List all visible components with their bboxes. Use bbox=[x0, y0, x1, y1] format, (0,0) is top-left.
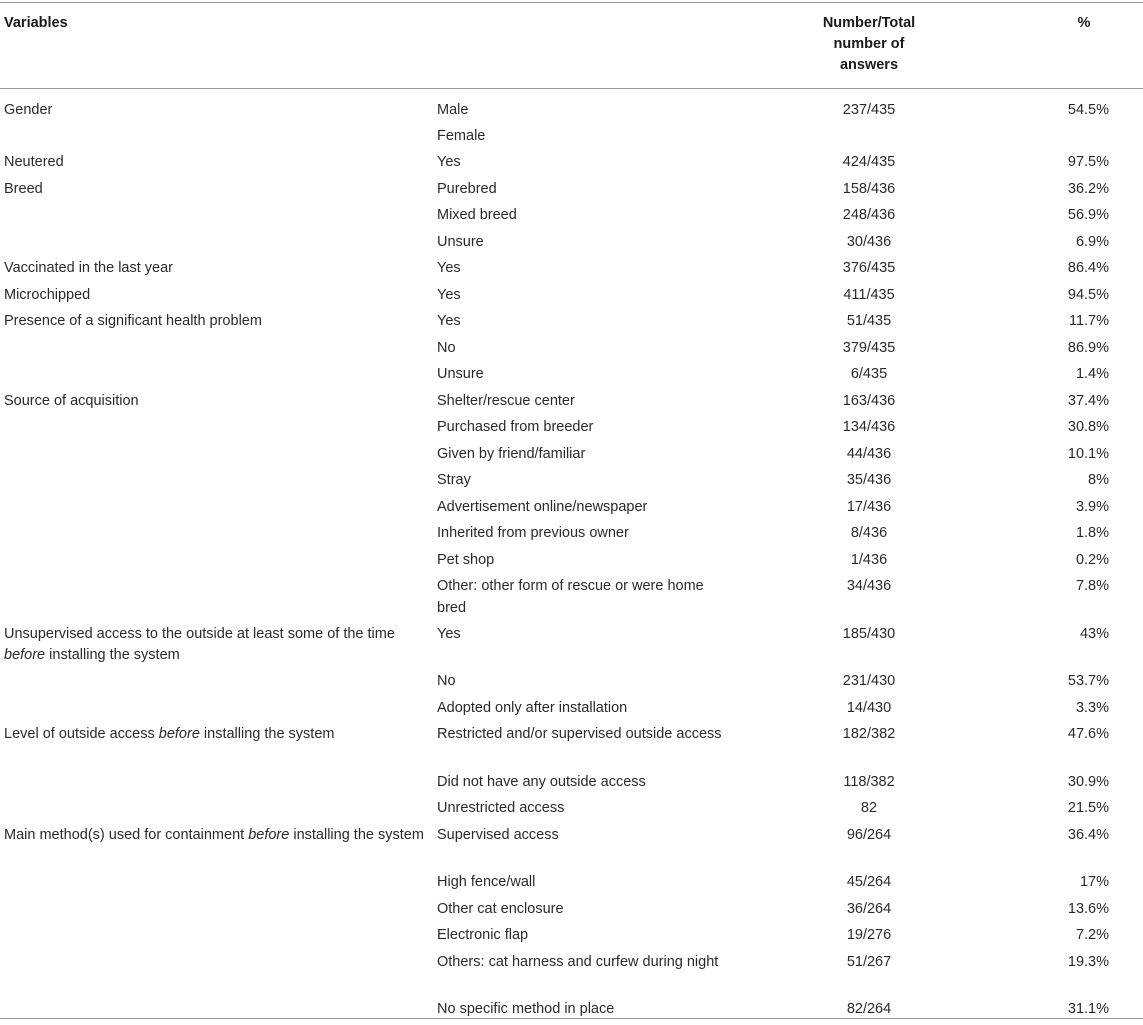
cell-category: Shelter/rescue center bbox=[433, 391, 733, 418]
cell-percent: 97.5% bbox=[1005, 152, 1143, 179]
cell-variable: Vaccinated in the last year bbox=[0, 258, 433, 285]
cell-variable bbox=[0, 899, 433, 926]
cell-percent: 43% bbox=[1005, 624, 1143, 672]
cell-percent: 1.4% bbox=[1005, 364, 1143, 391]
cell-percent: 86.4% bbox=[1005, 258, 1143, 285]
cell-category: Unrestricted access bbox=[433, 798, 733, 825]
table-row bbox=[0, 576, 1143, 624]
table-row bbox=[0, 671, 1143, 698]
cell-category: Inherited from previous owner bbox=[433, 523, 733, 550]
cell-percent: 17% bbox=[1005, 872, 1143, 899]
table-row bbox=[0, 179, 1143, 206]
cell-variable bbox=[0, 624, 433, 672]
cell-category: Pet shop bbox=[433, 550, 733, 577]
cell-category: Female bbox=[433, 126, 733, 153]
cell-category: Male bbox=[433, 89, 733, 126]
cell-variable bbox=[0, 698, 433, 725]
cell-number: 14/430 bbox=[733, 698, 1005, 725]
cell-category: Yes bbox=[433, 624, 733, 672]
variable-text: Main method(s) used for containment bbox=[4, 827, 248, 843]
cell-number: 51/267 bbox=[733, 952, 1005, 1000]
cell-variable bbox=[0, 724, 433, 772]
cell-variable bbox=[0, 925, 433, 952]
cell-category: Yes bbox=[433, 258, 733, 285]
table-row bbox=[0, 550, 1143, 577]
cell-number: 158/436 bbox=[733, 179, 1005, 206]
cell-number: 82/264 bbox=[733, 999, 1005, 1025]
table-row bbox=[0, 232, 1143, 259]
table-row bbox=[0, 772, 1143, 799]
variable-emphasis: before bbox=[159, 726, 200, 742]
variable-emphasis: before bbox=[248, 827, 289, 843]
cell-number: 118/382 bbox=[733, 772, 1005, 799]
cell-number: 231/430 bbox=[733, 671, 1005, 698]
table-row bbox=[0, 825, 1143, 873]
cell-variable: Presence of a significant health problem bbox=[0, 311, 433, 338]
cell-number: 182/382 bbox=[733, 724, 1005, 772]
cell-category: Adopted only after installation bbox=[433, 698, 733, 725]
header-percent-label: % bbox=[1005, 13, 1143, 34]
cell-number: 34/436 bbox=[733, 576, 1005, 624]
cell-category: Yes bbox=[433, 285, 733, 312]
table-row bbox=[0, 999, 1143, 1025]
cell-category: Unsure bbox=[433, 364, 733, 391]
variable-text: installing the system bbox=[200, 726, 335, 742]
cell-percent: 31.1% bbox=[1005, 999, 1143, 1025]
cell-variable: Gender bbox=[0, 89, 433, 126]
cell-category: No specific method in place bbox=[433, 999, 733, 1025]
cell-number bbox=[733, 126, 1005, 153]
cell-variable: Neutered bbox=[0, 152, 433, 179]
cell-category: Advertisement online/newspaper bbox=[433, 497, 733, 524]
cell-category: Given by friend/familiar bbox=[433, 444, 733, 471]
cell-category: Mixed breed bbox=[433, 205, 733, 232]
table-header-row bbox=[0, 3, 1143, 89]
cell-category: Yes bbox=[433, 152, 733, 179]
cell-number: 36/264 bbox=[733, 899, 1005, 926]
variable-emphasis: before bbox=[4, 647, 45, 663]
table-row bbox=[0, 925, 1143, 952]
variable-text: Unsupervised access to the outside at least some of the time bbox=[4, 626, 395, 642]
cell-percent: 21.5% bbox=[1005, 798, 1143, 825]
table-row bbox=[0, 798, 1143, 825]
cell-percent: 3.9% bbox=[1005, 497, 1143, 524]
cell-number: 6/435 bbox=[733, 364, 1005, 391]
table-row bbox=[0, 624, 1143, 672]
table-row bbox=[0, 285, 1143, 312]
table-row bbox=[0, 152, 1143, 179]
cell-variable bbox=[0, 671, 433, 698]
cell-number: 1/436 bbox=[733, 550, 1005, 577]
cell-variable bbox=[0, 999, 433, 1025]
table-row bbox=[0, 523, 1143, 550]
cell-number: 185/430 bbox=[733, 624, 1005, 672]
cell-percent: 8% bbox=[1005, 470, 1143, 497]
variable-text: installing the system bbox=[45, 647, 180, 663]
cell-percent: 19.3% bbox=[1005, 952, 1143, 1000]
table-row bbox=[0, 391, 1143, 418]
cell-percent: 0.2% bbox=[1005, 550, 1143, 577]
cell-variable bbox=[0, 444, 433, 471]
cell-category: Yes bbox=[433, 311, 733, 338]
cell-category: Other: other form of rescue or were home bred bbox=[433, 576, 733, 624]
table-row bbox=[0, 724, 1143, 772]
cell-category: Supervised access bbox=[433, 825, 733, 873]
cell-category: Restricted and/or supervised outside access bbox=[433, 724, 733, 772]
cell-variable: Microchipped bbox=[0, 285, 433, 312]
cell-percent: 30.8% bbox=[1005, 417, 1143, 444]
cell-percent: 6.9% bbox=[1005, 232, 1143, 259]
cell-category: Purebred bbox=[433, 179, 733, 206]
table-row bbox=[0, 417, 1143, 444]
cell-percent: 30.9% bbox=[1005, 772, 1143, 799]
cell-number: 134/436 bbox=[733, 417, 1005, 444]
cell-category: No bbox=[433, 671, 733, 698]
cell-percent: 53.7% bbox=[1005, 671, 1143, 698]
cell-percent: 56.9% bbox=[1005, 205, 1143, 232]
cell-variable: Breed bbox=[0, 179, 433, 206]
table-row bbox=[0, 311, 1143, 338]
header-category bbox=[433, 3, 733, 89]
cell-percent: 36.4% bbox=[1005, 825, 1143, 873]
cell-percent: 7.2% bbox=[1005, 925, 1143, 952]
cell-percent: 36.2% bbox=[1005, 179, 1143, 206]
cell-number: 248/436 bbox=[733, 205, 1005, 232]
cell-number: 17/436 bbox=[733, 497, 1005, 524]
cell-number: 424/435 bbox=[733, 152, 1005, 179]
cell-variable bbox=[0, 798, 433, 825]
cell-category: Unsure bbox=[433, 232, 733, 259]
cell-percent: 3.3% bbox=[1005, 698, 1143, 725]
cell-variable bbox=[0, 550, 433, 577]
cell-number: 8/436 bbox=[733, 523, 1005, 550]
cell-percent: 47.6% bbox=[1005, 724, 1143, 772]
cell-percent: 10.1% bbox=[1005, 444, 1143, 471]
table-row bbox=[0, 470, 1143, 497]
cell-variable bbox=[0, 497, 433, 524]
table-row bbox=[0, 899, 1143, 926]
cell-number: 30/436 bbox=[733, 232, 1005, 259]
cell-variable bbox=[0, 576, 433, 624]
header-number-label: Number/Total number of answers bbox=[819, 13, 919, 76]
header-percent bbox=[1005, 3, 1143, 89]
cell-number: 82 bbox=[733, 798, 1005, 825]
cell-number: 96/264 bbox=[733, 825, 1005, 873]
cell-category: High fence/wall bbox=[433, 872, 733, 899]
table-row bbox=[0, 338, 1143, 365]
header-variables: Variables bbox=[0, 3, 433, 89]
variable-text: Level of outside access bbox=[4, 726, 159, 742]
cell-number: 237/435 bbox=[733, 89, 1005, 126]
cell-percent: 11.7% bbox=[1005, 311, 1143, 338]
cell-variable bbox=[0, 338, 433, 365]
cell-variable bbox=[0, 825, 433, 873]
cell-percent: 1.8% bbox=[1005, 523, 1143, 550]
cell-number: 163/436 bbox=[733, 391, 1005, 418]
cell-percent: 94.5% bbox=[1005, 285, 1143, 312]
variable-text: installing the system bbox=[289, 827, 424, 843]
cell-percent: 13.6% bbox=[1005, 899, 1143, 926]
cell-variable bbox=[0, 417, 433, 444]
cell-number: 44/436 bbox=[733, 444, 1005, 471]
table-row bbox=[0, 952, 1143, 1000]
cell-variable bbox=[0, 205, 433, 232]
table-row bbox=[0, 89, 1143, 126]
cell-category: Did not have any outside access bbox=[433, 772, 733, 799]
cat-demographics-table bbox=[0, 2, 1143, 1025]
cell-variable bbox=[0, 523, 433, 550]
cell-variable bbox=[0, 126, 433, 153]
table-body bbox=[0, 89, 1143, 1025]
cell-percent: 7.8% bbox=[1005, 576, 1143, 624]
table-row bbox=[0, 258, 1143, 285]
cell-category: Other cat enclosure bbox=[433, 899, 733, 926]
cell-category: Stray bbox=[433, 470, 733, 497]
table-row bbox=[0, 364, 1143, 391]
cell-percent: 54.5% bbox=[1005, 89, 1143, 126]
cell-category: Others: cat harness and curfew during night bbox=[433, 952, 733, 1000]
cell-number: 45/264 bbox=[733, 872, 1005, 899]
cell-percent bbox=[1005, 126, 1143, 153]
table-row bbox=[0, 698, 1143, 725]
cell-variable bbox=[0, 470, 433, 497]
table-row bbox=[0, 497, 1143, 524]
cell-number: 376/435 bbox=[733, 258, 1005, 285]
cell-variable bbox=[0, 872, 433, 899]
cell-variable bbox=[0, 364, 433, 391]
cell-number: 379/435 bbox=[733, 338, 1005, 365]
cell-percent: 37.4% bbox=[1005, 391, 1143, 418]
cell-variable: Source of acquisition bbox=[0, 391, 433, 418]
cell-number: 19/276 bbox=[733, 925, 1005, 952]
cell-variable bbox=[0, 232, 433, 259]
table-row bbox=[0, 126, 1143, 153]
cell-category: No bbox=[433, 338, 733, 365]
cell-category: Purchased from breeder bbox=[433, 417, 733, 444]
cell-category: Electronic flap bbox=[433, 925, 733, 952]
cell-variable bbox=[0, 952, 433, 1000]
cell-number: 411/435 bbox=[733, 285, 1005, 312]
table-row bbox=[0, 205, 1143, 232]
table-row bbox=[0, 444, 1143, 471]
cell-variable bbox=[0, 772, 433, 799]
table-row bbox=[0, 872, 1143, 899]
cell-percent: 86.9% bbox=[1005, 338, 1143, 365]
cell-number: 35/436 bbox=[733, 470, 1005, 497]
cell-number: 51/435 bbox=[733, 311, 1005, 338]
header-number bbox=[733, 3, 1005, 89]
